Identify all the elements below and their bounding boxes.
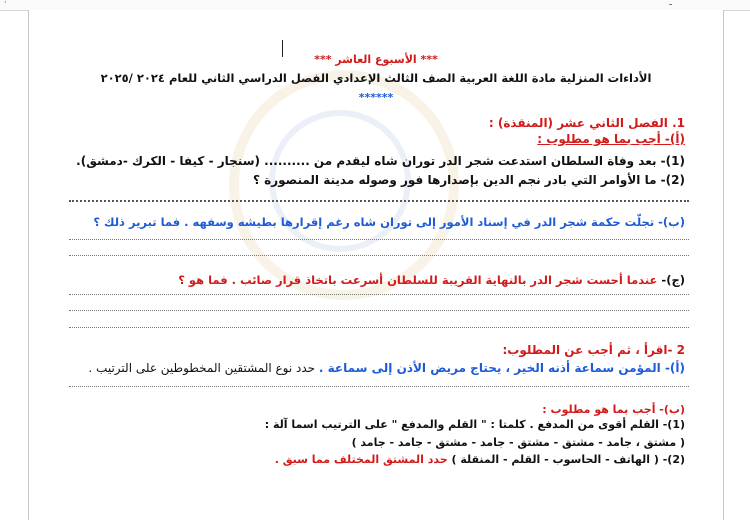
answer-line xyxy=(69,386,689,387)
section2-question-2 xyxy=(275,453,685,466)
document-page xyxy=(28,10,724,520)
section1-part-c xyxy=(178,273,685,287)
section2-question-1-options: ( مشتق ، جامد - مشتق - مشتق - جامد - مشتق - جامد - جامد ) xyxy=(351,436,685,449)
answer-line xyxy=(69,310,689,311)
top-right-fragment: ـ xyxy=(669,0,672,8)
part-c-text: عندما أحست شجر الدر بالنهاية القريبة للسلطان أسرعت باتخاذ قرار صائب . فما هو ؟ xyxy=(178,273,658,287)
week-title: *** الأسبوع العاشر *** xyxy=(314,53,438,66)
section2-question-1: (1)- القلم أقوى من المدفع . كلمتا : " القلم والمدفع " على الترتيب اسما آلة : xyxy=(264,418,685,431)
section2-part-b-label: (ب)- أجب بما هو مطلوب : xyxy=(542,403,685,416)
top-left-fragment: · xyxy=(4,0,7,8)
part-a-instruction: حدد نوع المشتقين المخطوطين على الترتيب . xyxy=(88,361,319,375)
part-a-prefix: (أ)- xyxy=(664,361,685,375)
answer-line xyxy=(69,255,689,256)
answer-line xyxy=(69,239,689,240)
answer-line xyxy=(69,327,689,328)
part-c-prefix: (ج)- xyxy=(657,273,685,287)
title-stars: ****** xyxy=(358,91,394,104)
section1-heading: 1. الفصل الثاني عشر (المنقذة) : xyxy=(488,116,685,130)
section1-question-2: (2)- ما الأوامر التي بادر نجم الدين بإصدارها فور وصوله مدينة المنصورة ؟ xyxy=(253,173,685,187)
part-a-sentence: المؤمن سماعة أذنه الخير ، يحتاج مريض الأذن إلى سماعة . xyxy=(318,361,665,375)
section2-part-a xyxy=(88,361,685,375)
answer-line xyxy=(69,200,689,202)
section1-part-b: (ب)- تجلّت حكمة شجر الدر في إسناد الأمور إلى توران شاه رغم إقرارها بطيشه وسفهه . فما تبرير ذلك ؟ xyxy=(93,215,685,229)
document-title: الأداءات المنزلية مادة اللغة العربية الصف الثالث الإعدادي الفصل الدراسي الثاني للعام ٢٠٢٤ /٢٠٢٥ xyxy=(100,71,652,85)
question-2-prefix: (2)- ( الهاتف - الحاسوب - القلم - المنقلة ) xyxy=(447,453,685,466)
section1-question-1: (1)- بعد وفاة السلطان استدعت شجر الدر توران شاه ليقدم من .......... (سنجار - كيفا - الكرك -دمشق). xyxy=(76,154,685,168)
question-2-instruction: حدد المشتق المختلف مما سبق . xyxy=(274,453,448,466)
section1-part-a-label: (أ)- أجب بما هو مطلوب : xyxy=(537,132,685,146)
section2-heading: 2 -اقرأ ، ثم أجب عن المطلوب: xyxy=(502,343,685,357)
answer-line xyxy=(69,294,689,295)
